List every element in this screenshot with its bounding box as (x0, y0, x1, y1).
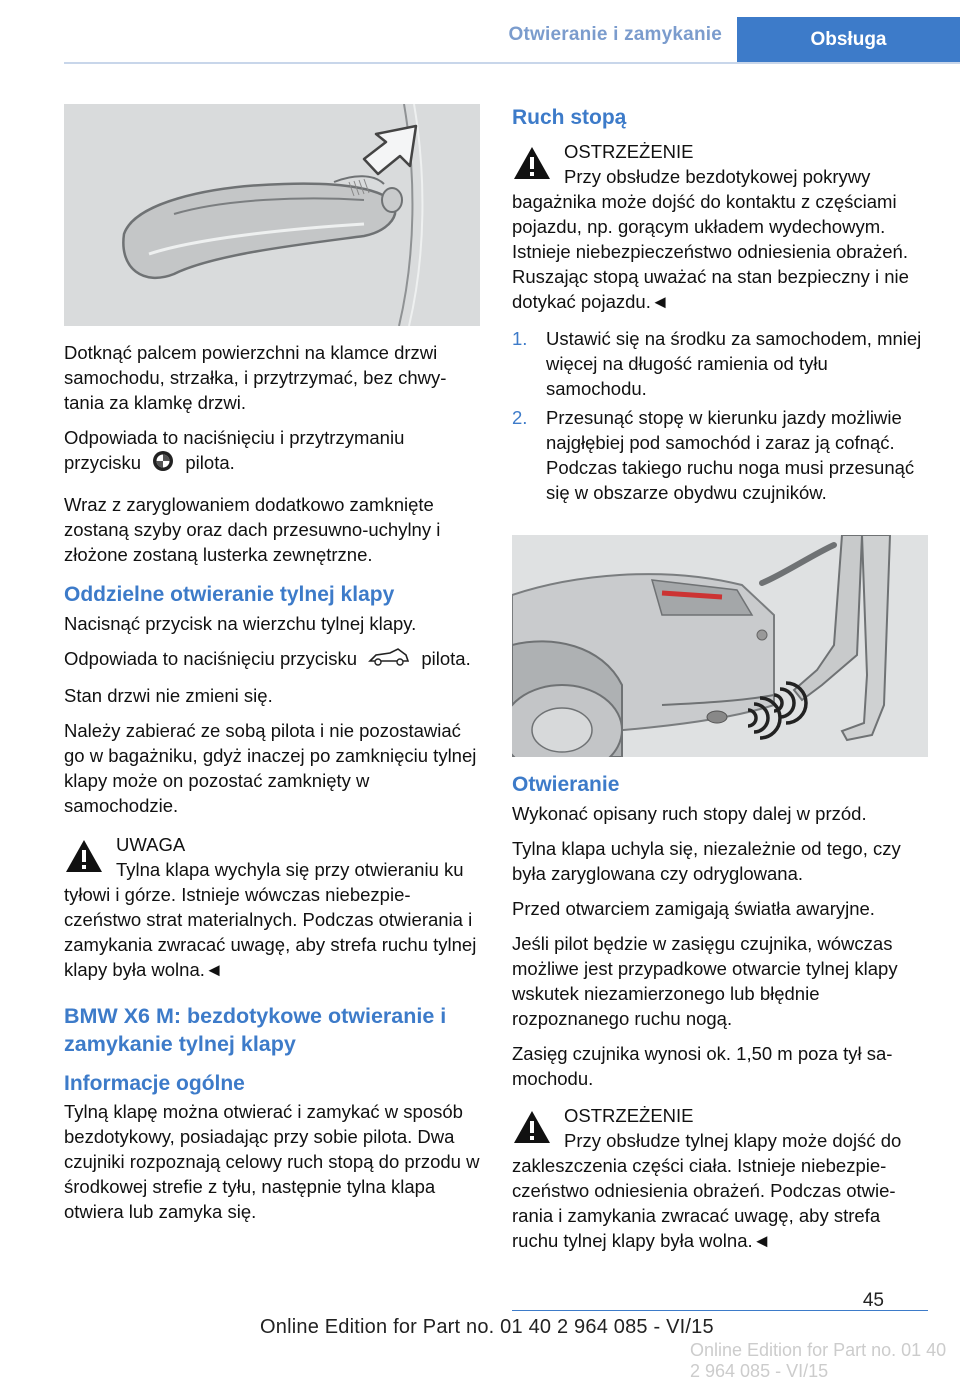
heading-x6m-contactless: BMW X6 M: bezdotykowe otwieranie i zamykanie tylnej klapy (64, 1004, 447, 1057)
instruction-touch-handle: Dotknąć palcem powierzchni na klamce drzwi samochodu, strzałka, i przytrzymać, bez chwytania za klamkę drzwi. (64, 342, 447, 413)
heading-foot-movement: Ruch stopą (512, 106, 627, 129)
chapter-tab-label: Obsługa (810, 29, 887, 50)
equivalent-remote-button-text: Odpowiada to naciśnięciu i przytrzymaniu przycisku pilota. (64, 425, 480, 478)
header-rule (64, 62, 960, 64)
press-button-text: Nacisnąć przycisk na wierzchu tylnej klapy. (64, 613, 417, 635)
accidental-opening-text: Jeśli pilot będzie w zasięgu czujnika, wówczas możliwe jest przypadkowe otwarcie tylnej klapy wskutek niezamierzonego lub błędnie rozpoznanego ruchu nogą. (512, 933, 898, 1029)
door-state-text: Stan drzwi nie zmieni się. (64, 685, 273, 707)
caution-title: UWAGA (116, 834, 186, 856)
door-handle-illustration (64, 104, 480, 326)
bmw-logo-icon (152, 450, 174, 478)
door-handle-drawing (64, 104, 480, 326)
list-item: 2. Przesunąć stopę w kierunku jazdy możliwie najgłębiej pod samochód i zaraz ją cofnąć. Podczas takiego ruchu noga musi przesunąć się w obszarze obydwu czujników. (512, 407, 915, 503)
car-rear-drawing (512, 535, 928, 757)
footer-edition: Online Edition for Part no. 01 40 2 964 085 - VI/15 (260, 1316, 714, 1338)
page-number: 45 (862, 1290, 884, 1311)
warning-title-2: OSTRZEŻENIE (564, 1105, 694, 1126)
warning-triangle-icon (64, 838, 104, 874)
warning-triangle-icon (512, 1109, 552, 1145)
tailgate-opens-text: Tylna klapa uchyla się, niezależnie od tego, czy była zaryglowana czy odryglowana. (512, 838, 901, 884)
foot-gesture-illustration (512, 535, 928, 757)
warning-note-2 (512, 1103, 928, 1253)
locking-extras-text: Wraz z zaryglowaniem dodatkowo zamknięte zostaną szyby oraz dach przesuwno-uchylny i złożone zostaną lusterka zewnętrzne. (64, 494, 441, 566)
steps-list (512, 326, 928, 505)
equivalent-tailgate-button-text: Odpowiada to naciśnięciu przycisku pilota. (64, 646, 480, 673)
hazard-lights-text: Przed otwarciem zamigają światła awaryjne. (512, 898, 875, 919)
heading-separate-tailgate: Oddzielne otwieranie tylnej klapy (64, 583, 395, 607)
heading-general-info: Informacje ogólne (64, 1072, 245, 1096)
heading-opening: Otwieranie (512, 773, 620, 796)
general-info-text: Tylną klapę można otwierać i zamykać w sposób bezdotykowy, posiadając przy sobie pilota. Dwa czujniki rozpoznają celowy ruch stopą do przodu w środkowej strefie z tyłu, następnie tylna klapa otwiera lub zamyka się. (64, 1101, 480, 1223)
car-tailgate-icon (368, 647, 410, 673)
warning-text-1: Przy obsłudze bezdotykowej pokrywy bagażnika może dojść do kontaktu z częściami pojazdu, np. gorącym układem wydechowym. Istnieje niebezpieczeństwo odniesienia obrażeń. Ruszając stopą uważać na stan bezpieczny i nie dotykać pojazdu.◄ (512, 166, 909, 312)
warning-note-1 (512, 139, 928, 314)
remote-warning-text: Należy zabierać ze sobą pilota i nie pozostawiać go w bagażniku, gdyż inaczej po zamknięciu tylnej klapy może on pozostać zamknięty w samochodzie. (64, 720, 477, 817)
opening-step-text: Wykonać opisany ruch stopy dalej w przód. (512, 803, 867, 824)
caution-note (64, 832, 480, 982)
warning-text-2: Przy obsłudze tylnej klapy może dojść do zakleszczenia części ciała. Istnieje niebezpieczeństwo odniesienia obrażeń. Podczas otwierania i zamykania zwracać uwagę, aby strefa ruchu tylnej klapy była wolna.◄ (512, 1130, 902, 1251)
warning-title-1: OSTRZEŻENIE (564, 141, 694, 162)
left-column (64, 340, 480, 1234)
footer-watermark: Online Edition for Part no. 01 40 2 964 085 - VI/15 (690, 1340, 947, 1381)
chapter-tab (737, 17, 960, 63)
warning-triangle-icon (512, 145, 552, 181)
caution-text: Tylna klapa wychyla się przy otwieraniu ku tyłowi i górze. Istnieje wówczas niebezpieczeństwo strat materialnych. Podczas otwierania i zamykania zwracać uwagę, aby strefa ruchu tylnej klapy była wolna.◄ (64, 859, 477, 981)
running-header-section: Otwieranie i zamykanie (508, 24, 722, 45)
list-item: 1. Ustawić się na środku za samochodem, mniej więcej na długość ramienia od tyłu samochodu. (512, 328, 922, 399)
sensor-range-text: Zasięg czujnika wynosi ok. 1,50 m poza tył samochodu. (512, 1043, 893, 1089)
